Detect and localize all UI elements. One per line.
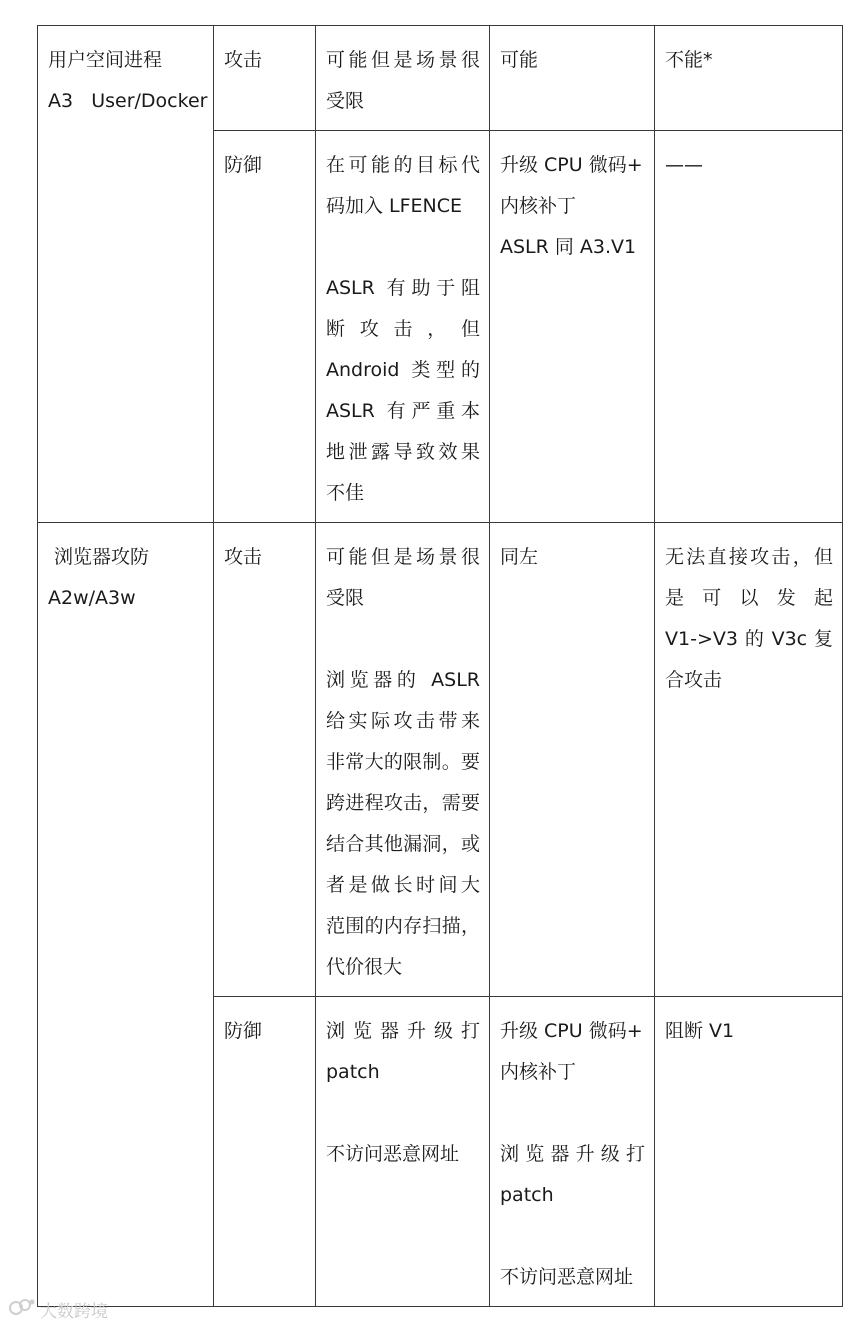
cell-line: 不能* xyxy=(665,49,713,71)
cell-line: 浏览器的 ASLR xyxy=(326,669,480,691)
cell-line: 升级 CPU 微码+ xyxy=(500,154,643,176)
section-title-a3 xyxy=(38,26,214,523)
cell-a2w-defense-col2 xyxy=(490,997,655,1307)
cell-line: —— xyxy=(665,154,703,176)
cell-a2w-defense-col3 xyxy=(655,997,843,1307)
table-row xyxy=(38,523,843,997)
cell-line: 给实际攻击带来 xyxy=(326,710,480,732)
row-label-defense: 防御 xyxy=(214,997,316,1307)
cell-line: 码加入 LFENCE xyxy=(326,195,463,217)
cell-line: 代价很大 xyxy=(326,956,403,978)
section-title-line: A3 User/Docker xyxy=(48,90,208,112)
cell-line: 可能但是场景很 xyxy=(326,49,480,71)
cell-line: 地泄露导致效果 xyxy=(326,441,480,463)
cell-line: 结合其他漏洞，或 xyxy=(326,833,480,855)
cell-line: patch xyxy=(326,1061,380,1083)
cell-line: ASLR 有严重本 xyxy=(326,400,480,422)
cell-line: 升级 CPU 微码+ xyxy=(500,1020,643,1042)
section-title-line: 用户空间进程 xyxy=(48,49,163,71)
cell-line: 断 攻 击 ， 但 xyxy=(326,318,480,340)
cell-line: 范围的内存扫描， xyxy=(326,915,480,937)
cell-a3-attack-col2 xyxy=(490,26,655,131)
cell-line: 在可能的目标代 xyxy=(326,154,480,176)
cell-a2w-defense-col1 xyxy=(316,997,490,1307)
watermark xyxy=(8,1296,108,1322)
cell-a3-defense-col3 xyxy=(655,131,843,523)
section-title-line: 浏览器攻防 xyxy=(48,546,150,568)
cell-a2w-attack-col1 xyxy=(316,523,490,997)
cell-line: 内核补丁 xyxy=(500,195,577,217)
section-title-a2w xyxy=(38,523,214,1307)
cell-line: 是 可 以 发 起 xyxy=(665,587,833,609)
cell-line: 浏 览 器 升 级 打 xyxy=(500,1143,645,1165)
cell-line: 可能但是场景很 xyxy=(326,546,480,568)
cell-line: 阻断 V1 xyxy=(665,1020,735,1042)
cell-line: V1->V3 的 V3c 复 xyxy=(665,628,833,650)
cell-line: 跨进程攻击，需要 xyxy=(326,792,480,814)
cell-a3-defense-col2 xyxy=(490,131,655,523)
cell-line: 受限 xyxy=(326,90,365,112)
cell-a3-attack-col3 xyxy=(655,26,843,131)
cell-line: 不访问恶意网址 xyxy=(500,1266,634,1288)
cell-line: 受限 xyxy=(326,587,365,609)
cell-line: 不佳 xyxy=(326,482,365,504)
table-row xyxy=(38,26,843,131)
cell-line: 不访问恶意网址 xyxy=(326,1143,460,1165)
cell-line: 可能 xyxy=(500,49,539,71)
logo-icon xyxy=(8,1296,36,1323)
cell-line: 无法直接攻击，但 xyxy=(665,546,833,568)
cell-a3-attack-col1 xyxy=(316,26,490,131)
cell-line: 合攻击 xyxy=(665,669,723,691)
cell-line: ASLR 同 A3.V1 xyxy=(500,236,637,258)
cell-line: patch xyxy=(500,1184,554,1206)
row-label-defense: 防御 xyxy=(214,131,316,523)
comparison-table xyxy=(37,25,843,1307)
row-label-attack: 攻击 xyxy=(214,26,316,131)
cell-line: ASLR 有助于阻 xyxy=(326,277,480,299)
cell-line: 非常大的限制。要 xyxy=(326,751,480,773)
cell-line: 者是做长时间大 xyxy=(326,874,480,896)
row-label-attack: 攻击 xyxy=(214,523,316,997)
cell-line: Android 类型的 xyxy=(326,359,480,381)
section-title-line: A2w/A3w xyxy=(48,587,136,609)
cell-a3-defense-col1 xyxy=(316,131,490,523)
cell-a2w-attack-col3 xyxy=(655,523,843,997)
cell-a2w-attack-col2 xyxy=(490,523,655,997)
cell-line: 同左 xyxy=(500,546,539,568)
watermark-text: 大数跨境 xyxy=(40,1301,108,1322)
cell-line: 内核补丁 xyxy=(500,1061,577,1083)
cell-line: 浏 览 器 升 级 打 xyxy=(326,1020,480,1042)
